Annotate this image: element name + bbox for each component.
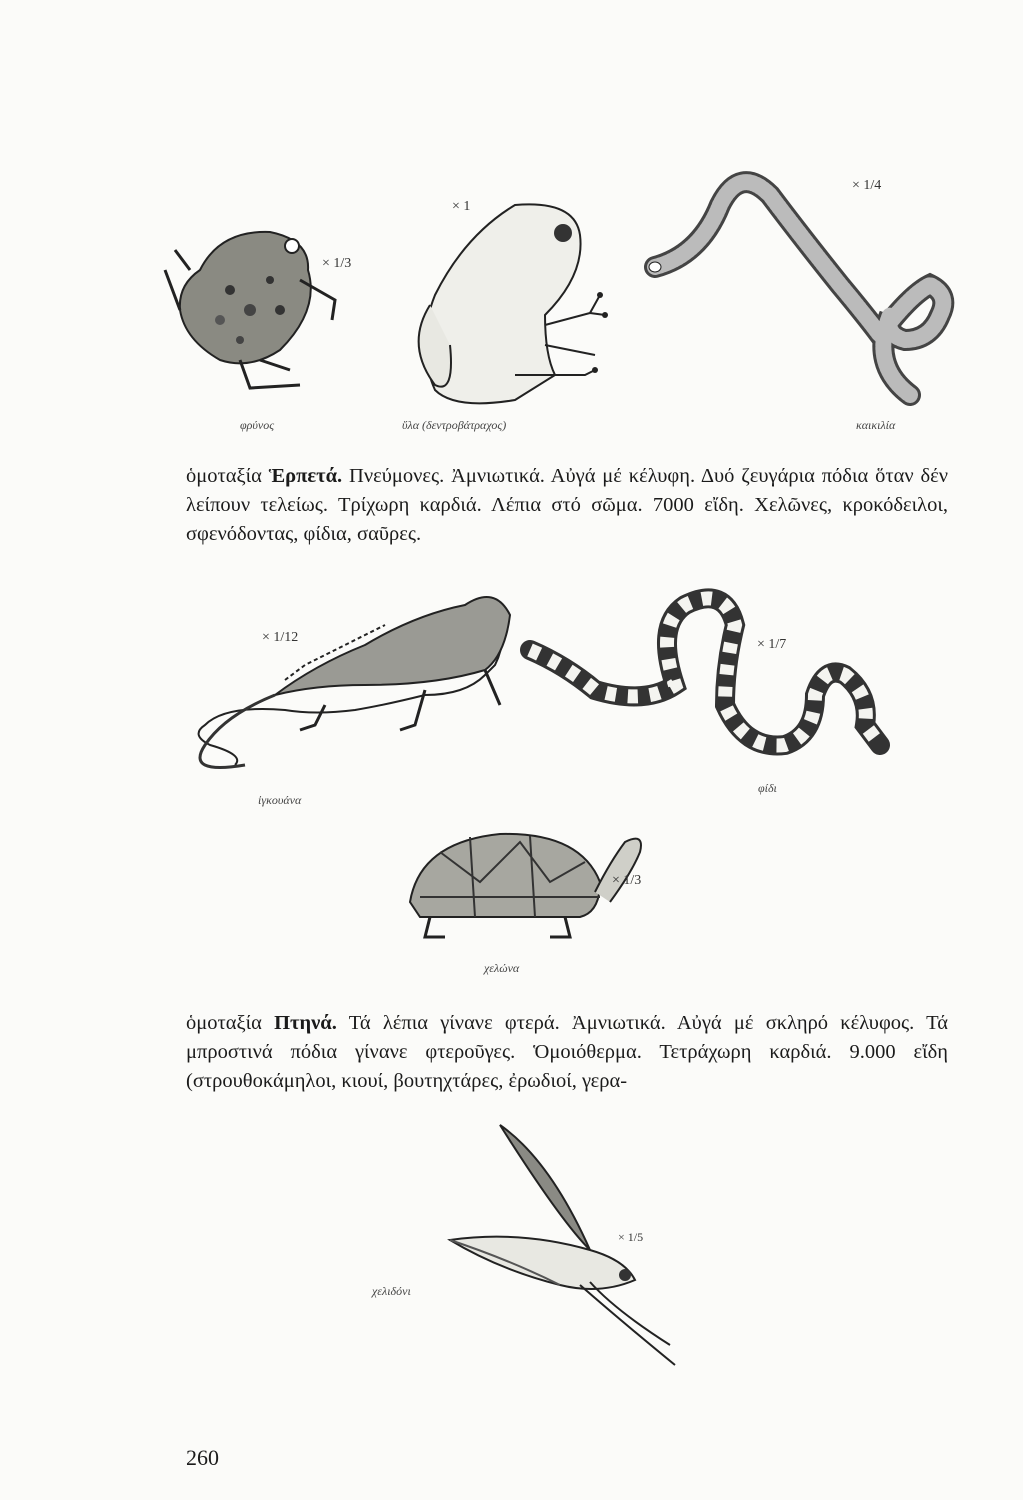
birds-prefix: ὁμοταξία [186, 1012, 275, 1034]
treefrog-illustration [395, 195, 625, 420]
turtle-scale: × 1/3 [612, 873, 642, 888]
treefrog-scale: × 1 [452, 199, 471, 214]
snake-scale: × 1/7 [757, 637, 787, 652]
swallow-illustration [440, 1120, 660, 1380]
snake-caption: φίδι [758, 781, 777, 795]
treefrog-caption: ὕλα (δεντροβάτραχος) [402, 418, 507, 432]
reptiles-text: Πνεύμονες. Ἀμνιωτικά. Αὐγά μέ κέλυφη. Δυό ζευγάρια πόδια ὅταν δέν λείπουν τελείως. Τρίχωρη καρδιά. Λέπια στό σῶμα. 7000 εἴδη. Χελῶνες, κροκόδειλοι, σφενόδοντας, φίδια, σαῦρες. [186, 465, 949, 545]
turtle-caption: χελώνα [484, 961, 520, 975]
caecilian-illustration [640, 165, 960, 415]
reptiles-class-name: Ἑρπετά. [268, 465, 343, 487]
swallow-caption: χελιδόνι [372, 1284, 411, 1298]
toad-caption: φρύνος [240, 418, 275, 432]
caecilian-caption: καικιλία [856, 418, 896, 432]
reptiles-prefix: ὁμοταξία [186, 465, 269, 487]
birds-paragraph [186, 1009, 948, 1096]
birds-class-name: Πτηνά. [274, 1012, 337, 1034]
page-number: 260 [186, 1445, 219, 1470]
iguana-illustration [165, 585, 525, 785]
swallow-scale: × 1/5 [618, 1230, 644, 1244]
snake-illustration [525, 585, 895, 770]
birds-text: Τά λέπια γίνανε φτερά. Ἀμνιωτικά. Αὐγά μέ σκληρό κέλυφος. Τά μπροστινά πόδια γίνανε φτεροῦγες. Ὁμοιόθερμα. Τετράχωρη καρδιά. 9.000 εἴδη (στρουθοκάμηλοι, κιουί, βουτηχτάρες, ἐρωδιοί, γερα- [186, 1012, 948, 1092]
iguana-scale: × 1/12 [262, 630, 299, 645]
iguana-caption: ἰγκουάνα [258, 793, 302, 807]
toad-scale: × 1/3 [322, 256, 352, 271]
reptiles-paragraph [186, 462, 948, 549]
caecilian-scale: × 1/4 [852, 178, 882, 193]
toad-illustration [160, 210, 350, 400]
